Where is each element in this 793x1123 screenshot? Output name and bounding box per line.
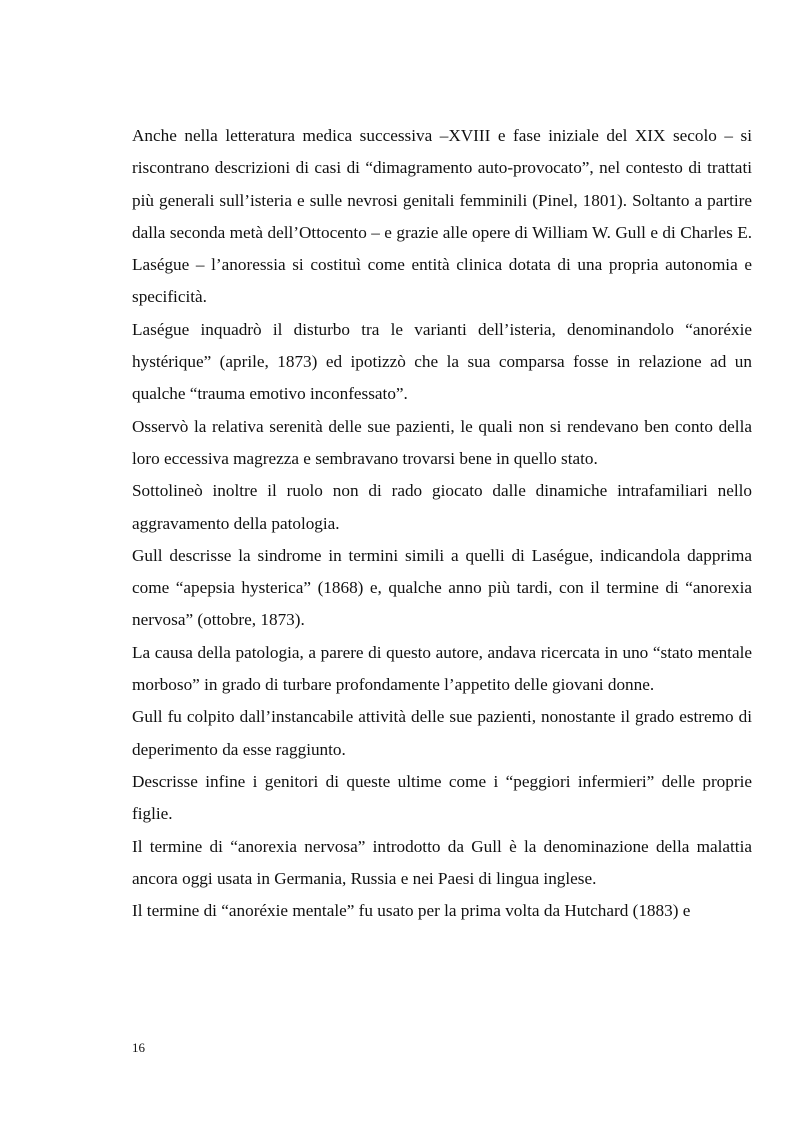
page-number: 16: [132, 1040, 145, 1055]
paragraph-5: Gull descrisse la sindrome in termini simili a quelli di Laségue, indicandola dapprima come “apepsia hysterica” (1868) e, qualche anno più tardi, con il termine di “anorexia nervosa” (ottobre, 1873).: [132, 545, 752, 630]
paragraph-8: Descrisse infine i genitori di queste ultime come i “peggiori infermieri” delle proprie figlie.: [132, 771, 752, 824]
body-text: [132, 120, 752, 927]
paragraph-4: Sottolineò inoltre il ruolo non di rado giocato dalle dinamiche intrafamiliari nello aggravamento della patologia.: [132, 481, 752, 533]
paragraph-6: La causa della patologia, a parere di questo autore, andava ricercata in uno “stato mentale morboso” in grado di turbare profondamente l’appetito delle giovani donne.: [132, 642, 752, 695]
paragraph-3: Osservò la relativa serenità delle sue pazienti, le quali non si rendevano ben conto della loro eccessiva magrezza e sembravano trovarsi bene in quello stato.: [132, 416, 752, 468]
paragraph-10: Il termine di “anoréxie mentale” fu usato per la prima volta da Hutchard (1883) e: [132, 901, 691, 921]
paragraph-1: Anche nella letteratura medica successiva –XVIII e fase iniziale del XIX secolo – si riscontrano descrizioni di casi di “dimagramento auto-provocato”, nel contesto di trattati più generali sull’isteria e sulle nevrosi genitali femminili (Pinel, 1801). Soltanto a partire dalla seconda metà dell’Ottocento – e grazie alle opere di William W. Gull e di Charles E. Laségue – l’anoressia si costituì come entità clinica dotata di una propria autonomia e specificità.: [132, 126, 752, 307]
paragraph-2: Laségue inquadrò il disturbo tra le varianti dell’isteria, denominandolo “anoréxie hystérique” (aprile, 1873) ed ipotizzò che la sua comparsa fosse in relazione ad un qualche “trauma emotivo inconfessato”.: [132, 319, 752, 404]
paragraph-7: Gull fu colpito dall’instancabile attività delle sue pazienti, nonostante il grado estremo di deperimento da esse raggiunto.: [132, 707, 752, 759]
paragraph-9: Il termine di “anorexia nervosa” introdotto da Gull è la denominazione della malattia ancora oggi usata in Germania, Russia e nei Paesi di lingua inglese.: [132, 836, 752, 888]
